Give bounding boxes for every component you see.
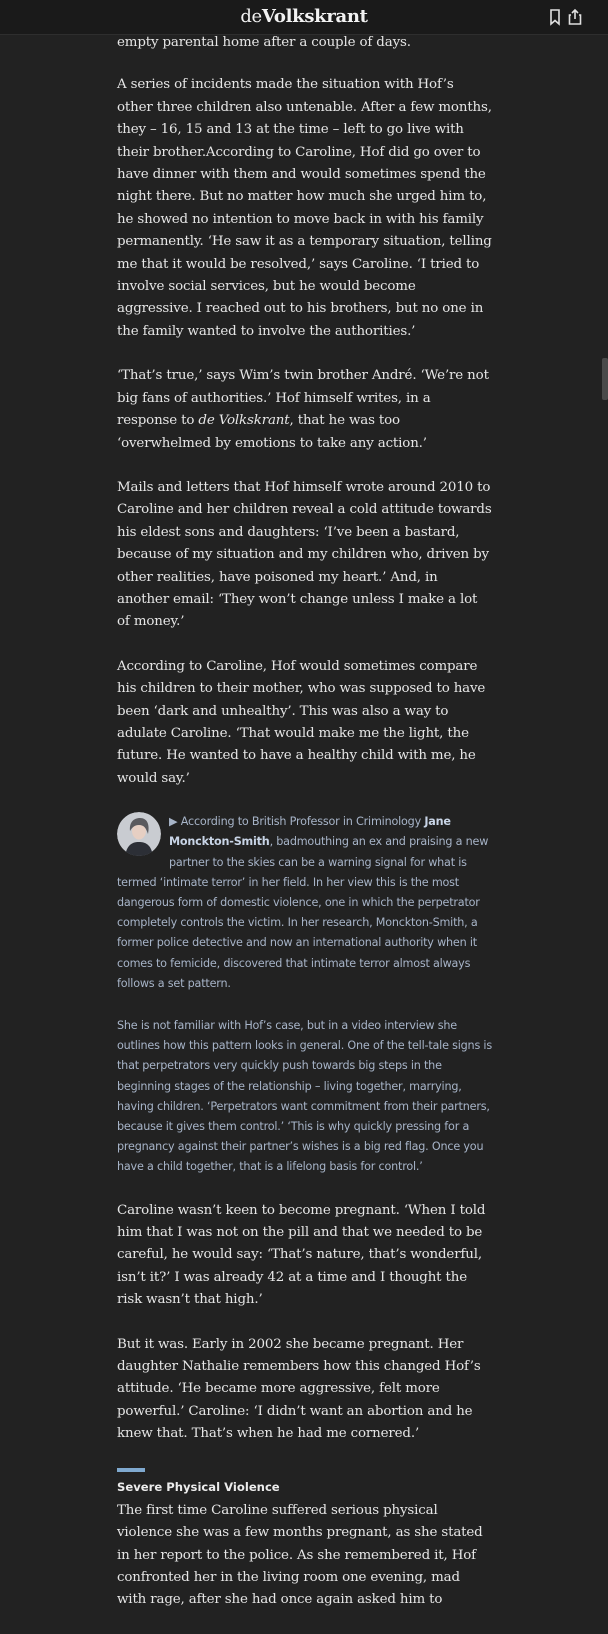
avatar [117,812,161,856]
section-heading: Severe Physical Violence [117,1479,280,1494]
expert-sidebar [117,812,492,1177]
paragraph: According to Caroline, Hof would sometimes compare his children to their mother, who was supposed to have been ‘dark and unhealthy’. This was also a way to adulate Caroline. ‘That would make me the light, the future. He wanted to have a healthy child with me, he would say.’ [117,658,486,786]
site-logo[interactable]: deVolkskrant [240,6,368,27]
paragraph: ‘That’s true,’ says Wim’s twin brother André. ‘We’re not big fans of authorities.’ Hof himself writes, in a response to de Volkskrant, that he was too ‘overwhelmed by emotions to take any action.’ [117,368,489,451]
paragraph: A series of incidents made the situation with Hof’s other three children also untenable. After a few months, they – 16, 15 and 13 at the time – left to go live with their brother.According to Caroline, Hof did go over to have dinner with them and would sometimes spend the night there. But no matter how much she urged him to, he showed no intention to move back in with his family permanently. ‘He saw it as a temporary situation, telling me that it would be resolved,’ says Caroline. ‘I tried to involve social services, but he would become aggressive. I reached out to his brothers, but no one in the family wanted to involve the authorities.’ [117,77,492,339]
paragraph: Caroline wasn’t keen to become pregnant. ‘When I told him that I was not on the pill and that we needed to be careful, he would say: ‘That’s nature, that’s wonderful, isn’t it?’ I was already 42 at a time and I thought the risk wasn’t that high.’ [117,1202,486,1308]
section-rule [117,1468,145,1472]
share-icon[interactable] [565,7,585,27]
top-bar [0,0,608,35]
play-arrow-icon: ▶ [169,815,178,829]
expert-name: Jane Monckton-Smith [169,815,451,849]
paragraph: empty parental home after a couple of days. [117,35,411,50]
scrollbar-thumb[interactable] [602,358,608,400]
publication-name: de Volkskrant [198,413,290,429]
bookmark-icon[interactable] [545,7,565,27]
sidebar-paragraph: She is not familiar with Hof’s case, but in a video interview she outlines how this pattern looks in general. One of the tell-tale signs is that perpetrators very quickly push towards big steps in the beginning stages of the relationship – living together, marrying, having children. ‘Perpetrators want commitment from their partners, because it gives them control.’ ‘This is why quickly pressing for a pregnancy against their partner’s wishes is a big red flag. Once you have a child together, that is a lifelong basis for control.’ [117,1019,492,1174]
paragraph: But it was. Early in 2002 she became pregnant. Her daughter Nathalie remembers how this changed Hof’s attitude. ‘He became more aggressive, felt more powerful.’ Caroline: ‘I didn’t want an abortion and he knew that. That’s when he had me cornered.’ [117,1336,481,1442]
article-body [117,32,492,1634]
sidebar-paragraph: ▶ According to British Professor in Criminology Jane Monckton-Smith, badmouthing an ex and praising a new partner to the skies can be a warning signal for what is termed ‘intimate terror’ in her field. In her view this is the most dangerous form of domestic violence, one in which the perpetrator completely controls the victim. In her research, Monckton-Smith, a former police detective and now an international authority when it comes to femicide, discovered that intimate terror almost always follows a set pattern. [117,812,492,994]
paragraph: Mails and letters that Hof himself wrote around 2010 to Caroline and her children reveal a cold attitude towards his eldest sons and daughters: ‘I’ve been a bastard, because of my situation and my children who, driven by other realities, have poisoned my heart.’ And, in another email: ‘They won’t change unless I make a lot of money.’ [117,479,492,630]
paragraph: The first time Caroline suffered serious physical violence she was a few months pregnant, as she stated in her report to the police. As she remembered it, Hof confronted her in the living room one evening, mad with rage, after she had once again asked him to [117,1502,483,1608]
